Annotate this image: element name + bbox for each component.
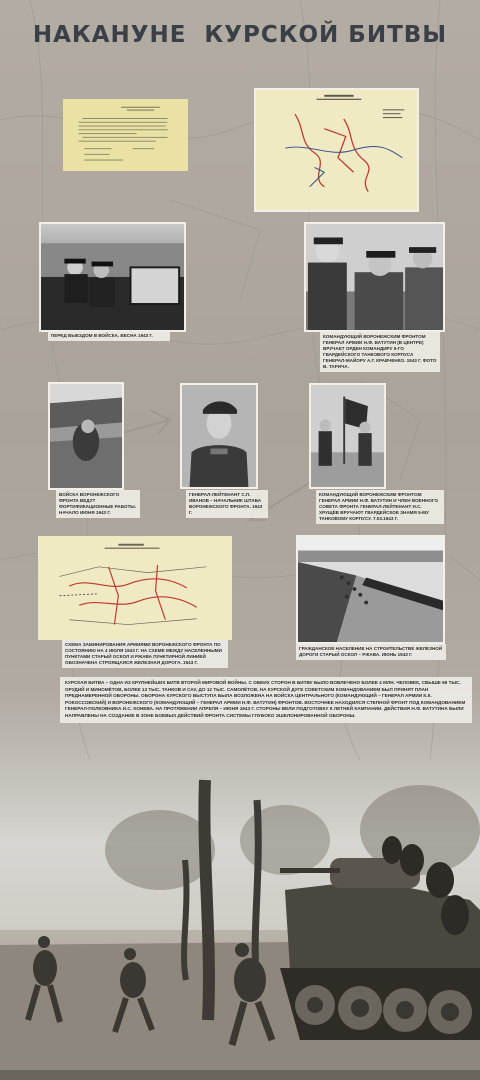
caption-mining-scheme: СХЕМА ЗАМИНИРОВАНИЯ АРМИЯМИ ВОРОНЕЖСКОГО ФРОНТА ПО СОСТОЯНИЮ НА 4 ИЮЛЯ 1943 Г. НА СХЕМЕ МЕЖДУ НАСЕЛЕННЫМИ ПУНКТАМИ СТАРЫЙ ОСКОЛ И РЖАВА ПУНКТИРНОЙ ЛИНИЕЙ ОБОЗНАЧЕНА СТРОЯЩАЯСЯ ЖЕЛЕЗНАЯ ДОРОГА. 1943 Г. [62,640,228,668]
caption-before-leaving: ПЕРЕД ВЫЕЗДОМ В ВОЙСКА. ВЕСНА 1943 Г. [48,331,170,341]
poster-title: НАКАНУНЕ КУРСКОЙ БИТВЫ [32,22,448,48]
ivanov-portrait-photo [180,383,258,489]
caption-fortification-works: ВОЙСКА ВОРОНЕЖСКОГО ФРОНТА ВЕДУТ ФОРТИФИКАЦИОННЫЕ РАБОТЫ. НАЧАЛО ИЮНЯ 1943 Г. [56,490,140,518]
operational-map-photo [254,88,419,212]
caption-ivanov: ГЕНЕРАЛ-ЛЕЙТЕНАНТ С.П. ИВАНОВ – НАЧАЛЬНИК ШТАБА ВОРОНЕЖСКОГО ФРОНТА. 1943 Г. [186,490,268,518]
fortification-works-photo [48,382,124,490]
main-history-text: КУРСКАЯ БИТВА – ОДНА ИЗ КРУПНЕЙШИХ БИТВ ВТОРОЙ МИРОВОЙ ВОЙНЫ. С ОБЕИХ СТОРОН В БИТВУ БЫЛО ВОВЛЕЧЕНО БОЛЕЕ 4 МЛН. ЧЕЛОВЕК, СВЫШЕ 69 ТЫС. ОРУДИЙ И МИНОМЁТОВ, БОЛЕЕ 13 ТЫС. ТАНКОВ И САУ, ДО 12 ТЫС. САМОЛЁТОВ. НА КУРСКОЙ ДУГЕ СОВЕТСКИМ КОМАНДОВАНИЕМ БЫЛ ПРИНЯТ ПЛАН ПРЕДНАМЕРЕННОЙ ОБОРОНЫ. ОБОРОНА КУРСКОГО ВЫСТУПА БЫЛА ВОЗЛОЖЕНА НА ВОЙСКА ЦЕНТРАЛЬНОГО (КОМАНДУЮЩИЙ – ГЕНЕРАЛ АРМИИ К.К. РОКОССОВСКИЙ) И ВОРОНЕЖСКОГО (КОМАНДУЮЩИЙ – ГЕНЕРАЛ АРМИИ Н.Ф. ВАТУТИН) ФРОНТОВ. ВОСТОЧНЕЕ НАХОДИЛСЯ СТЕПНОЙ ФРОНТ ПОД КОМАНДОВАНИЕМ ГЕНЕРАЛ-ПОЛКОВНИКА И.С. КОНЕВА. НА ПРОТЯЖЕНИИ АПРЕЛЯ – ИЮНЯ 1943 Г. СТОРОНЫ ВЕЛИ ПОДГОТОВКУ К ЛЕТНЕЙ КАМПАНИИ. ДЕЙСТВИЯ Н.Ф. ВАТУТИНА БЫЛИ НАПРАВЛЕНЫ НА СОЗДАНИЕ В ЗОНЕ БОЕВЫХ ДЕЙСТВИЙ ФРОНТА СИСТЕМЫ ГЛУБОКО ЭШЕЛОНИРОВАННОЙ ОБОРОНЫ. [60,677,472,723]
guards-banner-photo [309,383,386,489]
railway-construction-photo [296,535,445,644]
mining-scheme-map-photo [38,536,232,640]
archival-document-photo [63,99,188,171]
caption-guards-banner: КОМАНДУЮЩИЙ ВОРОНЕЖСКИМ ФРОНТОМ ГЕНЕРАЛ АРМИИ Н.Ф. ВАТУТИН И ЧЛЕН ВОЕННОГО СОВЕТА ФРОНТА ГЕНЕРАЛ-ЛЕЙТЕНАНТ Н.С. ХРУЩЁВ ВРУЧАЮТ ГВАРДЕЙСКОЕ ЗНАМЯ 5-МУ ТАНКОВОМУ КОРПУСУ. 7.03.1943 Г. [316,490,444,524]
battle-scene-image [0,740,480,1080]
caption-railway-civilians: ГРАЖДАНСКОЕ НАСЕЛЕНИЕ НА СТРОИТЕЛЬСТВЕ ЖЕЛЕЗНОЙ ДОРОГИ СТАРЫЙ ОСКОЛ – РЖАВА. ИЮНЬ 1943 Г. [296,644,446,660]
caption-vatutin-award: КОМАНДУЮЩИЙ ВОРОНЕЖСКИМ ФРОНТОМ ГЕНЕРАЛ АРМИИ Н.Ф. ВАТУТИН (В ЦЕНТРЕ) ВРУЧАЕТ ОРДЕН КОМАНДИРУ 5-ГО ГВАРДЕЙСКОГО ТАНКОВОГО КОРПУСА ГЕНЕРАЛ-МАЙОРУ А.Г. КРАВЧЕНКО. 1943 Г. ФОТО В. ТАРИЧА. [320,332,440,372]
vatutin-award-photo [304,222,445,332]
officers-in-car-photo [39,222,186,332]
